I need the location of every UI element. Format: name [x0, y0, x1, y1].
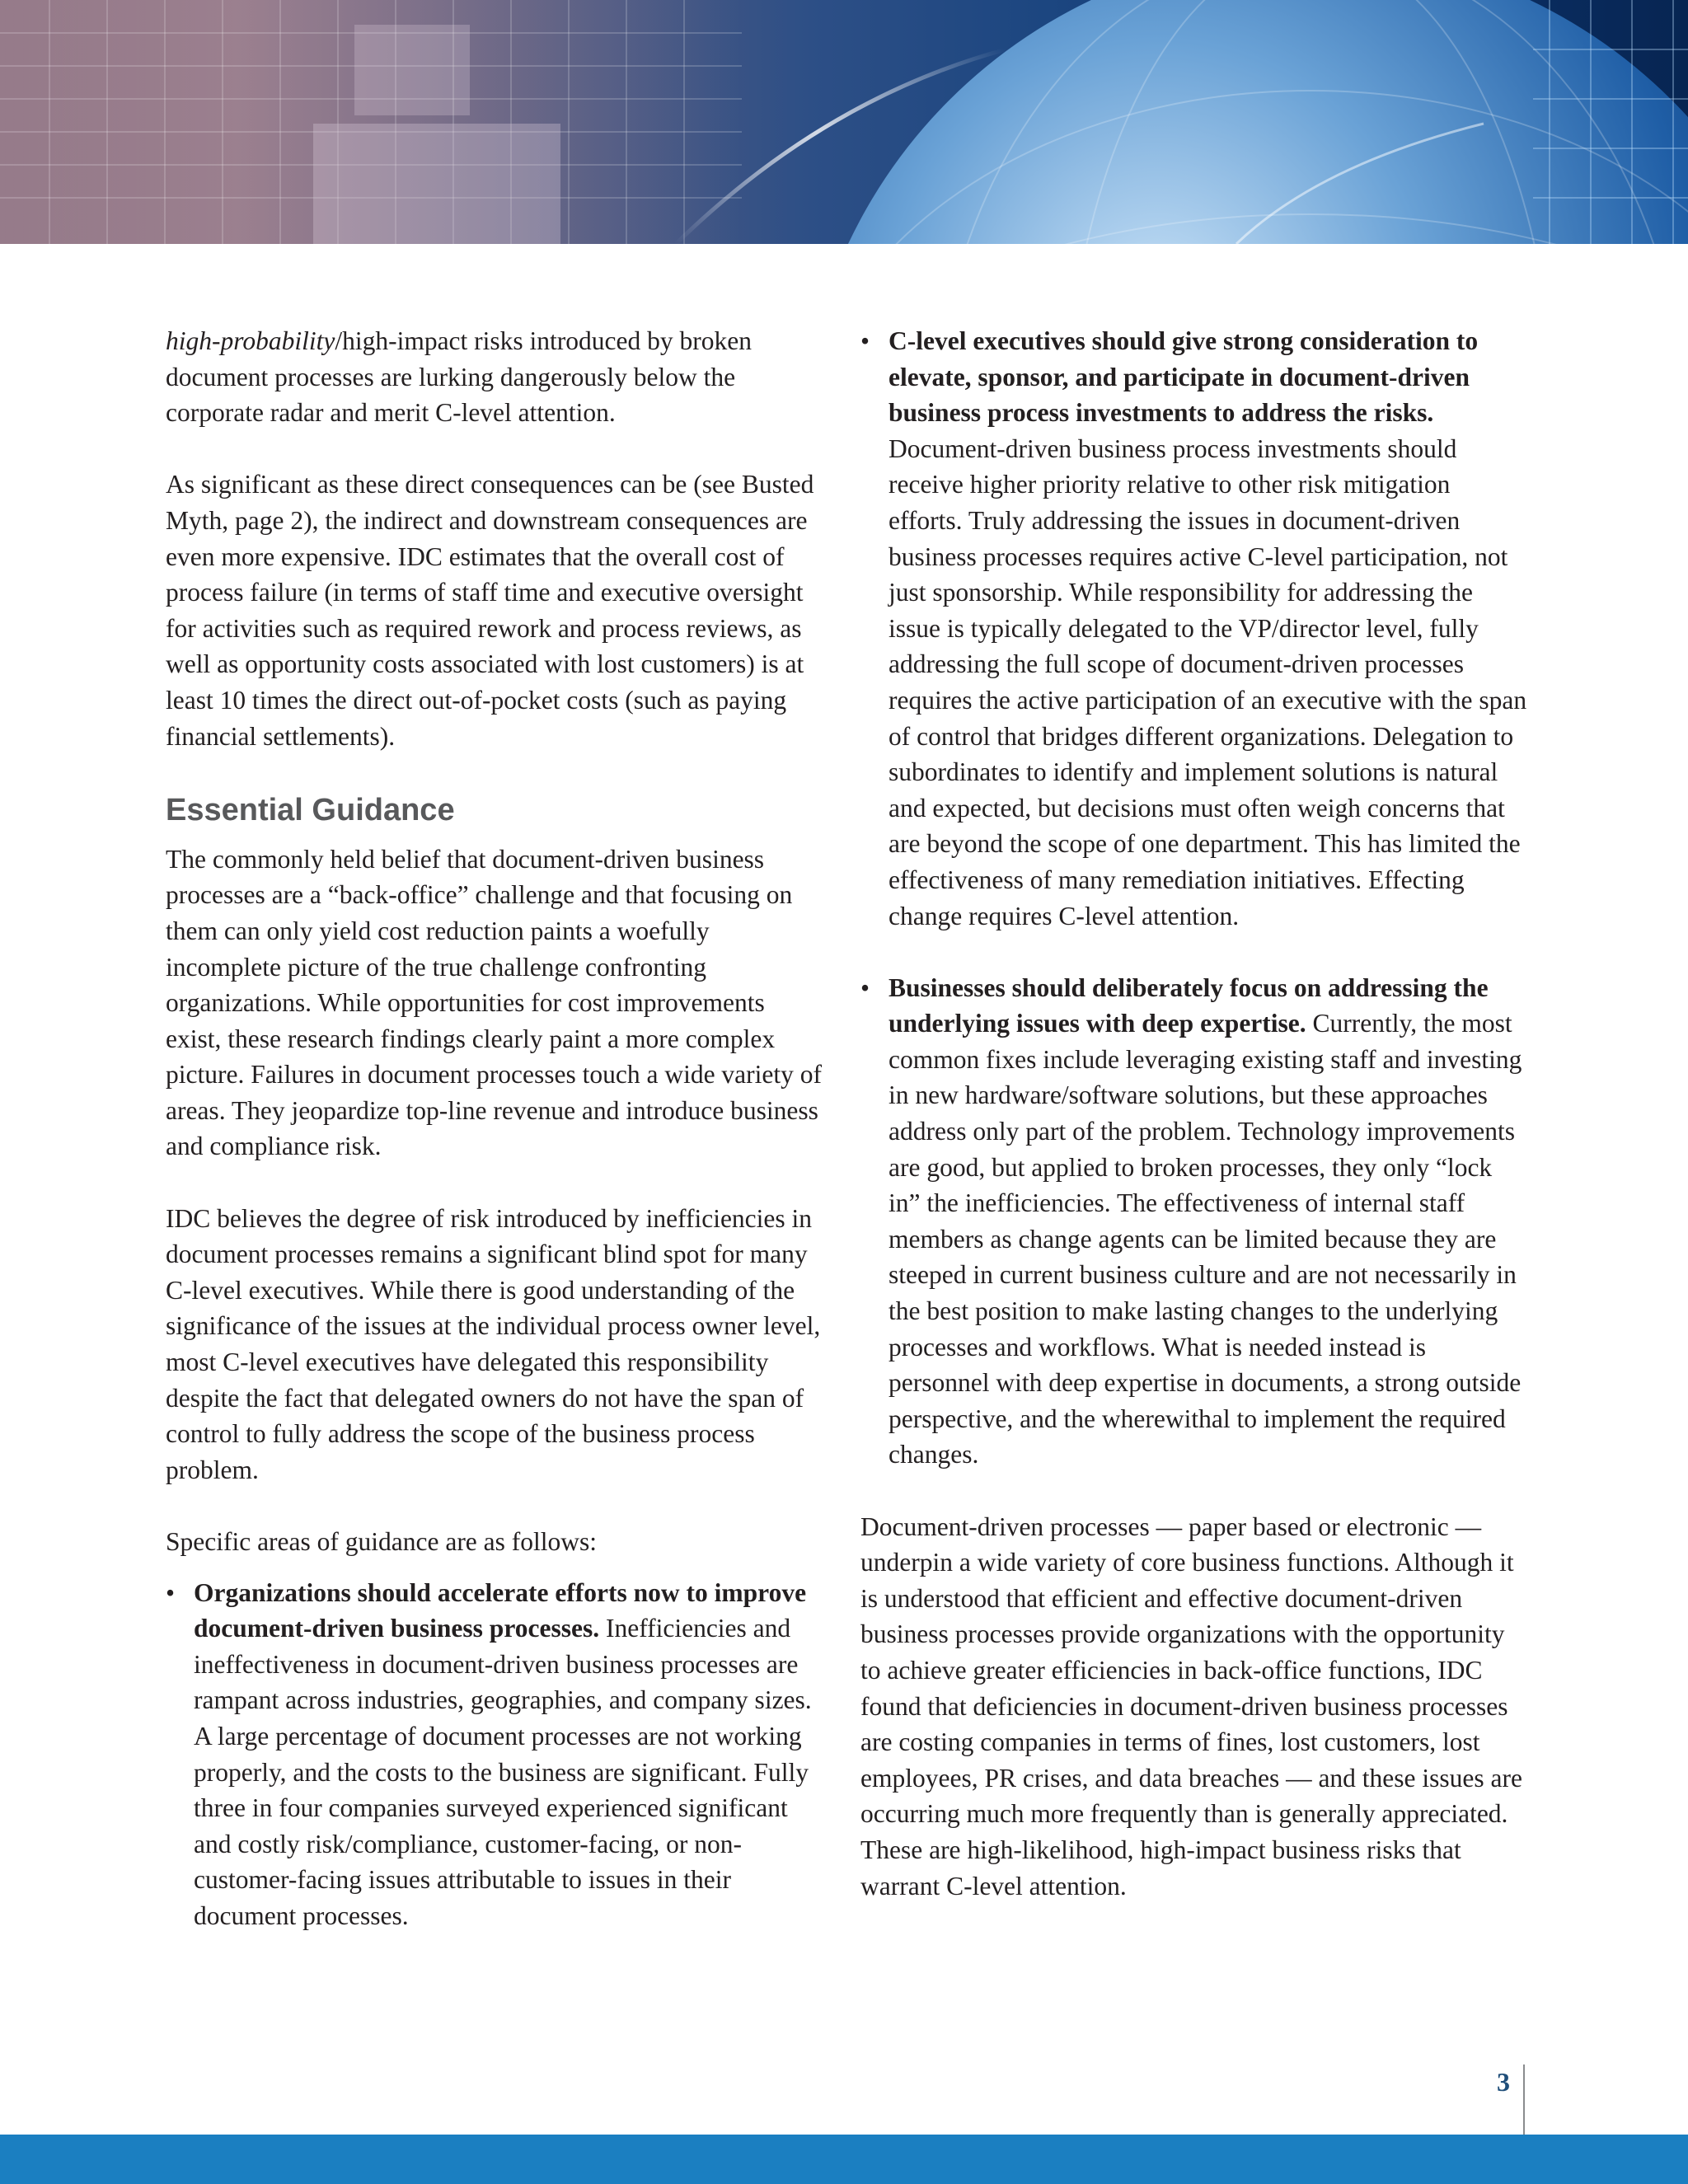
right-column: [860, 323, 1528, 1904]
section-heading: Essential Guidance: [166, 792, 455, 827]
paragraph-consequences: As significant as these direct consequences can be (see Busted Myth, page 2), the indirect and downstream consequences are even more expensive. IDC estimates that the overall cost of process failure (in terms of staff time and executive oversight for activities such as required rework and process reviews, as well as opportunity costs associated with lost customers) is at least 10 times the direct out-of-pocket costs (such as paying financial settlements).: [166, 470, 814, 751]
globe-technology-banner-graphic: [0, 0, 1688, 244]
paragraph-idc-believes: IDC believes the degree of risk introduced by inefficiencies in document processes remains a significant blind spot for many C-level executives. While there is good understanding of the significance of the issues at the individual process owner level, most C-level executives have delegated this responsibility despite the fact that delegated owners do not have the span of control to fully address the scope of the business process problem.: [166, 1203, 821, 1484]
bullet-lead: C-level executives should give strong consideration to elevate, sponsor, and participate in document-driven business process investments to address the risks.: [889, 326, 1479, 428]
paragraph-guidance-intro: Specific areas of guidance are as follows:: [166, 1527, 598, 1556]
list-item: [166, 1575, 825, 1934]
bullet-lead: Businesses should deliberately focus on addressing the underlying issues with deep expertise.: [889, 972, 1489, 1038]
paragraph-belief: The commonly held belief that document-driven business processes are a “back-office” challenge and that focusing on them can only yield cost reduction paints a woefully incomplete picture of the true challenge confronting organizations. While opportunities for cost improvements exist, these research findings clearly paint a more complex picture. Failures in document processes touch a wide variety of areas. They jeopardize top-line revenue and introduce business and compliance risk.: [166, 844, 823, 1161]
bullet-glyph: •: [860, 972, 870, 1002]
bullet-text: Document-driven business process investments should receive higher priority relative to other risk mitigation efforts. Truly addressing the issues in document-driven business processes requires active C-level participation, not just sponsorship. While responsibility for addressing the issue is typically delegated to the VP/director level, fully addressing the full scope of document-driven processes requires the active participation of an executive with the span of control that bridges different organizations. Delegation to subordinates to identify and implement solutions is natural and expected, but decisions must often weigh concerns that are beyond the scope of one department. This has limited the effectiveness of many remediation initiatives. Effecting change requires C-level attention.: [889, 434, 1527, 930]
paragraph-risks: [166, 323, 825, 431]
footer-bar: [0, 2135, 1688, 2184]
paragraph-document-driven: Document-driven processes — paper based or electronic — underpin a wide variety of core business functions. Although it is understood that efficient and effective document-driven business processes provide organizations with the opportunity to achieve greater efficiencies in back-office functions, IDC found that deficiencies in document-driven business processes are costing companies in terms of fines, lost customers, lost employees, PR crises, and data breaches — and these issues are occurring much more frequently than is generally appreciated. These are high-likelihood, high-impact business risks that warrant C-level attention.: [860, 1511, 1522, 1900]
bullet-lead: Organizations should accelerate efforts now to improve document-driven business processes.: [194, 1577, 807, 1643]
page-number: 3: [1497, 2067, 1510, 2097]
italic-term: high-probability: [166, 326, 335, 355]
left-column: [166, 323, 825, 1970]
list-item: [860, 970, 1528, 1473]
header-banner-image: [0, 0, 1688, 244]
list-item: [860, 323, 1528, 934]
guidance-list-continued: [860, 323, 1528, 1473]
guidance-list: [166, 1575, 825, 1934]
paragraph-text: /high-impact risks introduced by broken document processes are lurking dangerously below the corporate radar and merit C-level attention.: [166, 326, 752, 428]
bullet-glyph: •: [860, 326, 870, 355]
bullet-text: Inefficiencies and ineffectiveness in document-driven business processes are rampant across industries, geographies, and company sizes. A large percentage of document processes are not working properly, and the costs to the business are significant. Fully three in four companies surveyed experienced significant and costly risk/compliance, customer-facing, or non-customer-facing issues attributable to issues in their document processes.: [194, 1614, 812, 1930]
bullet-glyph: •: [166, 1577, 176, 1607]
bullet-text: Currently, the most common fixes include leveraging existing staff and investing in new hardware/software solutions, but these approaches address only part of the problem. Technology improvements are good, but applied to broken processes, they only “lock in” the inefficiencies. The effectiveness of internal staff members as change agents can be limited because they are steeped in current business culture and are not necessarily in the best position to make lasting changes to the underlying processes and workflows. What is needed instead is personnel with deep expertise in documents, a strong outside perspective, and the wherewithal to implement the required changes.: [889, 1009, 1522, 1469]
